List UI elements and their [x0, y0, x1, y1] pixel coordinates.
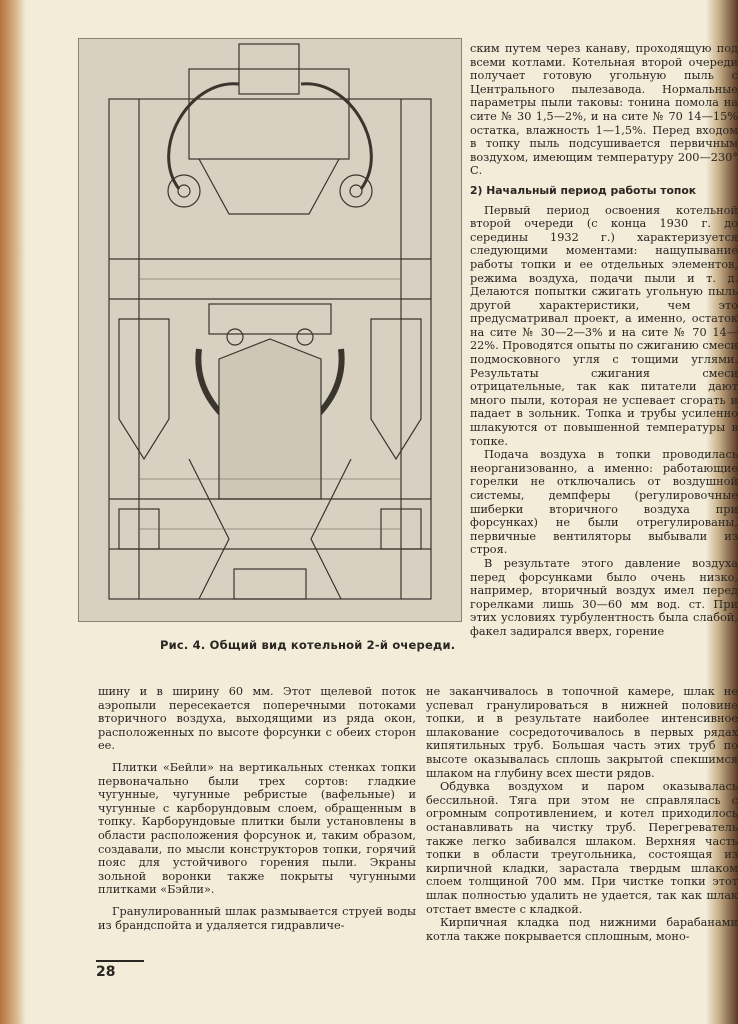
page-number-rule	[96, 960, 144, 962]
page-number: 28	[96, 964, 116, 980]
paragraph: В результате этого давление воздуха перед форсунками было очень низко, например, вторичный воздух имел перед горелками лишь 30—60 мм вод. ст. При этих условиях турбулентность была слабой, факел задирался вверх, горение	[470, 556, 738, 638]
paragraph: Первый период освоения котельной второй очереди (с конца 1930 г. до середины 1932 г.) характеризуется следующими моментами: нащупывание работы топки и ее отдельных элементов, режима воздуха, подачи пыли и т. д. Делаются попытки сжигать угольную пыль другой характеристики, чем это предусматривал проект, а именно, остаток на сите № 30—2—3% и на сите № 70 14—22%. Проводятся опыты по сжиганию смеси подмосковного угля с тощими углями. Результаты сжигания смеси отрицательные, так как питатели дают много пыли, которая не успевает сгорать и падает в зольник. Топка и трубы усиленно шлакуются от повышенной температуры в топке.	[470, 203, 738, 448]
paragraph: Кирпичная кладка под нижними барабанами котла также покрывается сплошным, моно-	[426, 916, 738, 943]
paragraph: Обдувка воздухом и паром оказывалась бессильной. Тяга при этом не справлялась с огромным сопротивлением, и котел приходилось останавливать на чистку труб. Перегреватель также легко забивался шлаком. Верхняя часть топки в области треугольника, состоящая из кирпичной кладки, зарастала твердым шлаком слоем толщиной 700 мм. При чистке топки этот шлак полностью удалить не удается, так как шлак отстает вместе с кладкой.	[426, 780, 738, 916]
paragraph: шину и в ширину 60 мм. Этот щелевой поток аэропыли пересекается поперечными потоками вторичного воздуха, выходящими из ряда окон, расположенных по высоте форсунки с обеих сторон ее.	[98, 685, 416, 753]
page-left-edge	[0, 0, 26, 1024]
paragraph: не заканчивалось в топочной камере, шлак не успевал гранулироваться в нижней половине топки, и в результате наиболее интенсивное шлакование сосредоточивалось в первых рядах кипятильных труб. Большая часть этих труб по высоте оказывалась сплошь закрытой спекшимся шлаком на глубину всех шести рядов.	[426, 685, 738, 780]
left-column-bottom	[98, 685, 416, 932]
right-column-top	[470, 42, 738, 682]
paragraph: Подача воздуха в топки проводилась неорганизованно, а именно: работающие горелки не отключались от воздушной системы, демпферы (регулировочные шиберки вторичного воздуха при форсунках) не были отрегулированы, первичные вентиляторы выбывали из строя.	[470, 448, 738, 557]
boiler-house-illustration	[78, 38, 462, 622]
paragraph: ским путем через канаву, проходящую под всеми котлами. Котельная второй очереди получает готовую угольную пыль с Центрального пылезавода. Нормальные параметры пыли таковы: тонина помола на сите № 30 1,5—2%, и на сите № 70 14—15% остатка, влажность 1—1,5%. Перед входом в топку пыль подсушивается первичным воздухом, имеющим температуру 200—230° С.	[470, 42, 738, 178]
boiler-drawing	[79, 39, 461, 621]
figure-caption: Рис. 4. Общий вид котельной 2-й очереди.	[160, 638, 456, 652]
paragraph: Гранулированный шлак размывается струей воды из брандспойта и удаляется гидравличе-	[98, 904, 416, 932]
paragraph: Плитки «Бейли» на вертикальных стенках топки первоначально были трех сортов: гладкие чугунные, чугунные ребристые (вафельные) и чугунные с карборундовым слоем, обращенным в топку. Карборундовые плитки были установлены в области расположения форсунок и, таким образом, создавали, по мысли конструкторов топки, горячий пояс для устойчивого горения пыли. Экраны зольной воронки также покрыты чугунными плитками «Бэйли».	[98, 760, 416, 897]
right-column-bottom	[426, 685, 738, 945]
section-heading: 2) Начальный период работы топок	[470, 183, 697, 197]
